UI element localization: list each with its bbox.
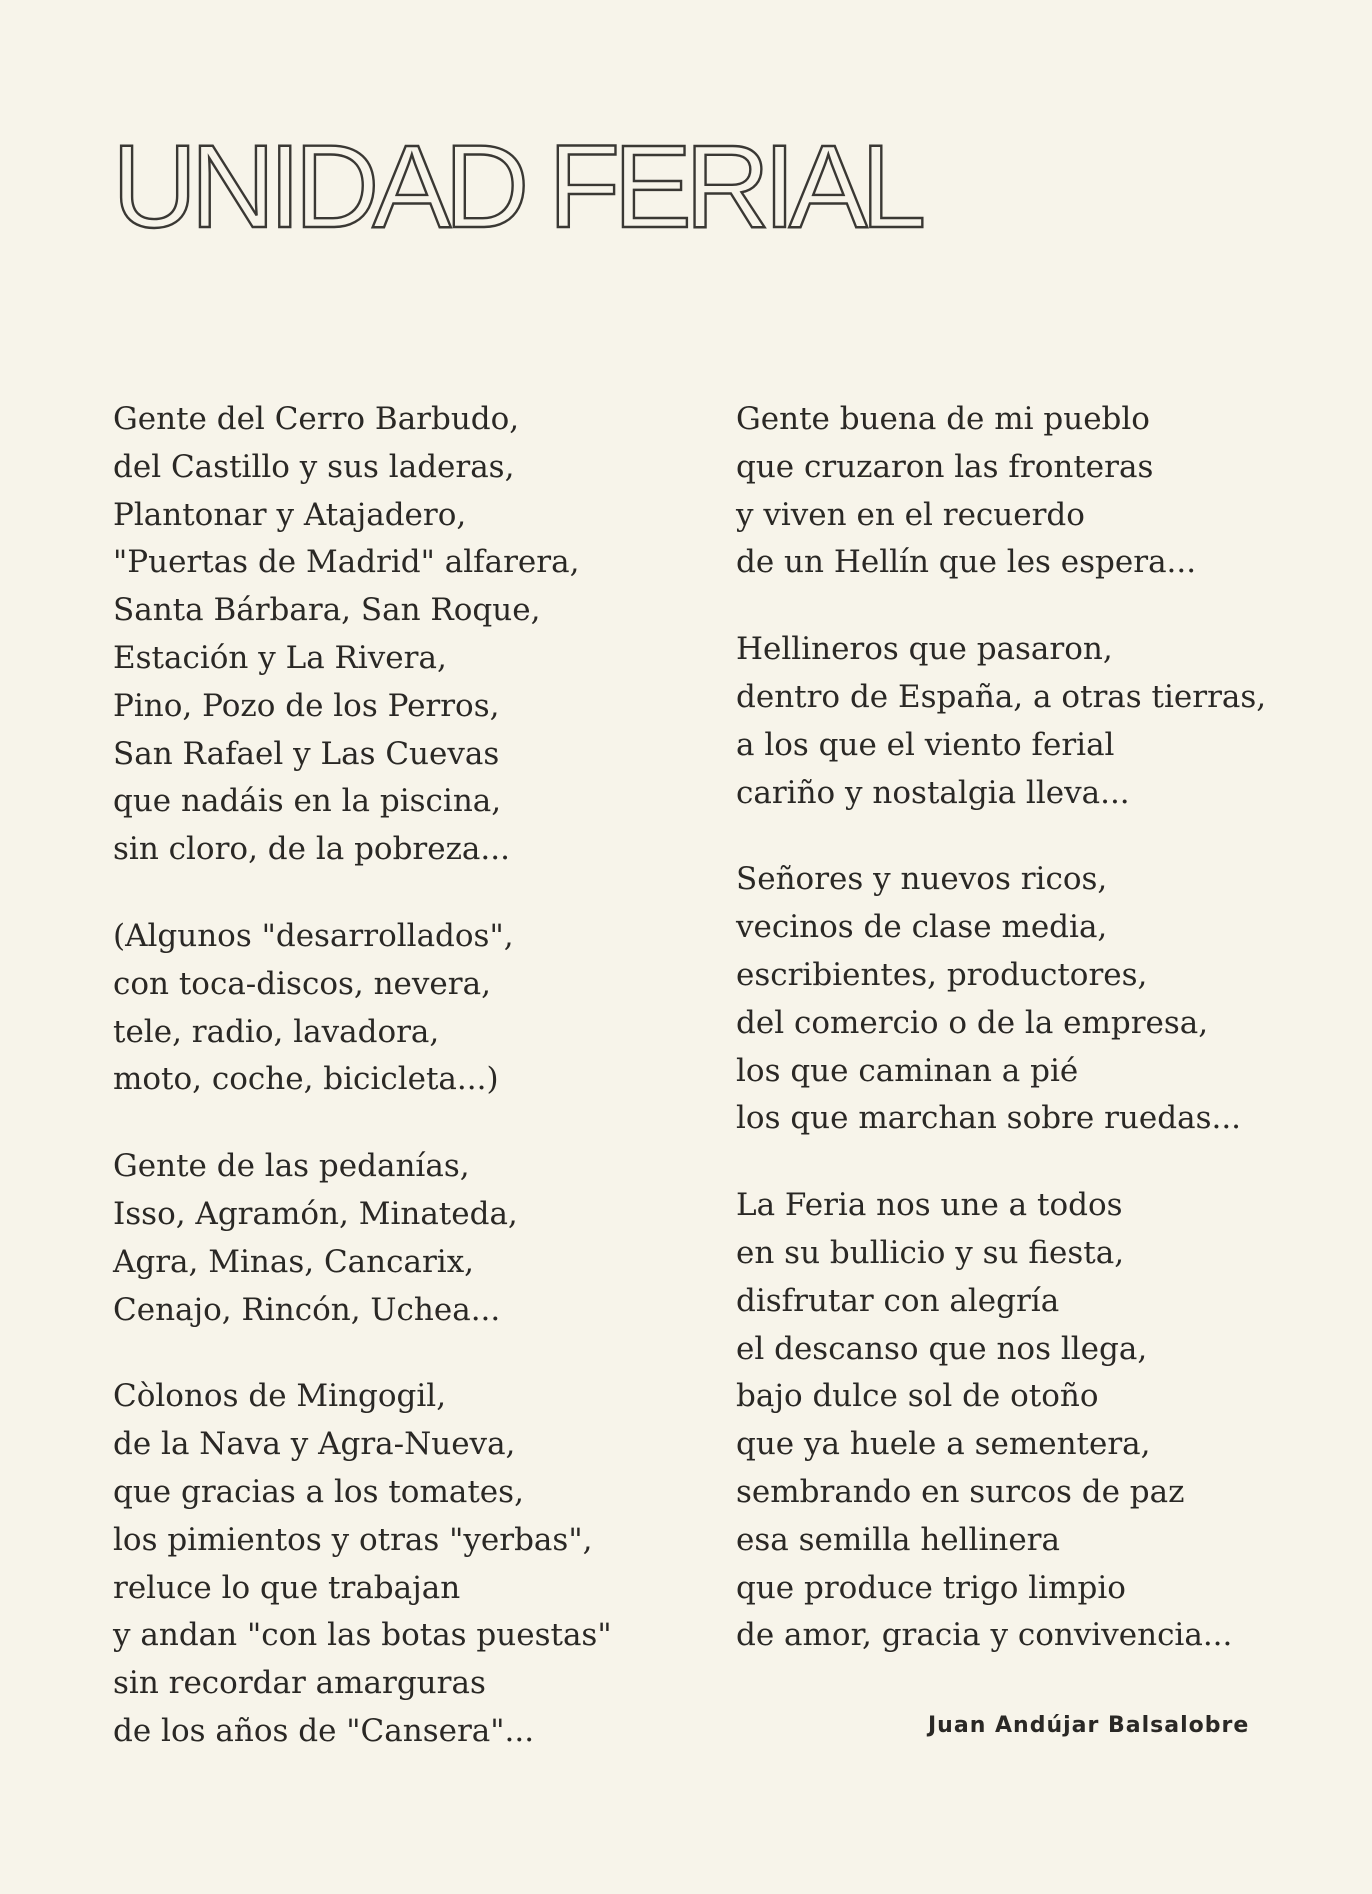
verse-line: Cenajo, Rincón, Uchea...	[113, 1291, 501, 1328]
verse-line: Gente buena de mi pueblo	[736, 401, 1150, 437]
verse-line: los que marchan sobre ruedas...	[736, 1100, 1242, 1137]
poem-title: UNIDAD FERIAL	[112, 121, 920, 253]
verse-line: Gente del Cerro Barbudo,	[113, 401, 520, 437]
verse-line: los pimientos y otras "yerbas",	[113, 1521, 593, 1558]
verse-line: y andan "con las botas puestas"	[113, 1617, 612, 1654]
stanza	[113, 1143, 673, 1334]
poem-left-column	[113, 396, 673, 1795]
verse-line: Gente de las pedanías,	[113, 1148, 470, 1185]
verse-line: vecinos de clase media,	[736, 909, 1108, 946]
verse-line: Estación y La Rivera,	[113, 639, 447, 676]
verse-line: bajo dulce sol de otoño	[736, 1378, 1099, 1415]
verse-line: disfrutar con alegría	[736, 1282, 1060, 1319]
verse-line: que nadáis en la piscina,	[113, 783, 502, 820]
verse-line: moto, coche, bicicleta...)	[113, 1061, 499, 1098]
verse-line: cariño y nostalgia lleva...	[736, 774, 1130, 811]
verse-line: con toca-discos, nevera,	[113, 965, 491, 1002]
verse-line: que produce trigo limpio	[736, 1569, 1126, 1606]
verse-line: Plantonar y Atajadero,	[113, 496, 467, 533]
verse-line: Hellineros que pasaron,	[736, 631, 1113, 668]
poem-right-column	[736, 396, 1296, 1699]
verse-line: San Rafael y Las Cuevas	[113, 735, 500, 772]
verse-line: que cruzaron las fronteras	[736, 448, 1154, 485]
stanza	[736, 1182, 1296, 1660]
verse-line: que gracias a los tomates,	[113, 1473, 524, 1510]
stanza	[736, 396, 1296, 587]
stanza	[113, 913, 673, 1104]
verse-line: reluce lo que trabajan	[113, 1569, 461, 1606]
verse-line: Señores y nuevos ricos,	[736, 861, 1108, 898]
verse-line: sembrando en surcos de paz	[736, 1473, 1185, 1510]
stanza	[736, 626, 1296, 817]
verse-line: dentro de España, a otras tierras,	[736, 678, 1267, 715]
stanza	[113, 396, 673, 874]
verse-line: de los años de "Cansera"...	[113, 1712, 535, 1749]
verse-line: Agra, Minas, Cancarix,	[113, 1243, 475, 1280]
verse-line: La Feria nos une a todos	[736, 1187, 1123, 1224]
verse-line: "Puertas de Madrid" alfarera,	[113, 544, 580, 581]
verse-line: Isso, Agramón, Minateda,	[113, 1195, 518, 1232]
verse-line: del Castillo y sus laderas,	[113, 448, 515, 485]
verse-line: del comercio o de la empresa,	[736, 1004, 1209, 1041]
stanza	[113, 1373, 673, 1755]
stanza	[736, 856, 1296, 1143]
verse-line: sin recordar amarguras	[113, 1665, 486, 1702]
verse-line: de amor, gracia y convivencia...	[736, 1617, 1233, 1654]
verse-line: (Algunos "desarrollados",	[113, 917, 514, 954]
verse-line: de un Hellín que les espera...	[736, 544, 1197, 581]
verse-line: en su bullicio y su fiesta,	[736, 1234, 1125, 1271]
verse-line: y viven en el recuerdo	[736, 496, 1085, 533]
verse-line: sin cloro, de la pobreza...	[113, 831, 510, 868]
verse-line: de la Nava y Agra-Nueva,	[113, 1426, 516, 1463]
verse-line: los que caminan a pié	[736, 1052, 1079, 1089]
verse-line: Pino, Pozo de los Perros,	[113, 687, 500, 724]
verse-line: Còlonos de Mingogil,	[113, 1378, 447, 1415]
verse-line: que ya huele a sementera,	[736, 1426, 1151, 1463]
verse-line: a los que el viento ferial	[736, 726, 1115, 763]
verse-line: Santa Bárbara, San Roque,	[113, 592, 541, 629]
verse-line: escribientes, productores,	[736, 956, 1148, 993]
verse-line: tele, radio, lavadora,	[113, 1013, 440, 1050]
author-signature: Juan Andújar Balsalobre	[928, 1713, 1250, 1738]
verse-line: esa semilla hellinera	[736, 1521, 1060, 1558]
verse-line: el descanso que nos llega,	[736, 1330, 1148, 1367]
